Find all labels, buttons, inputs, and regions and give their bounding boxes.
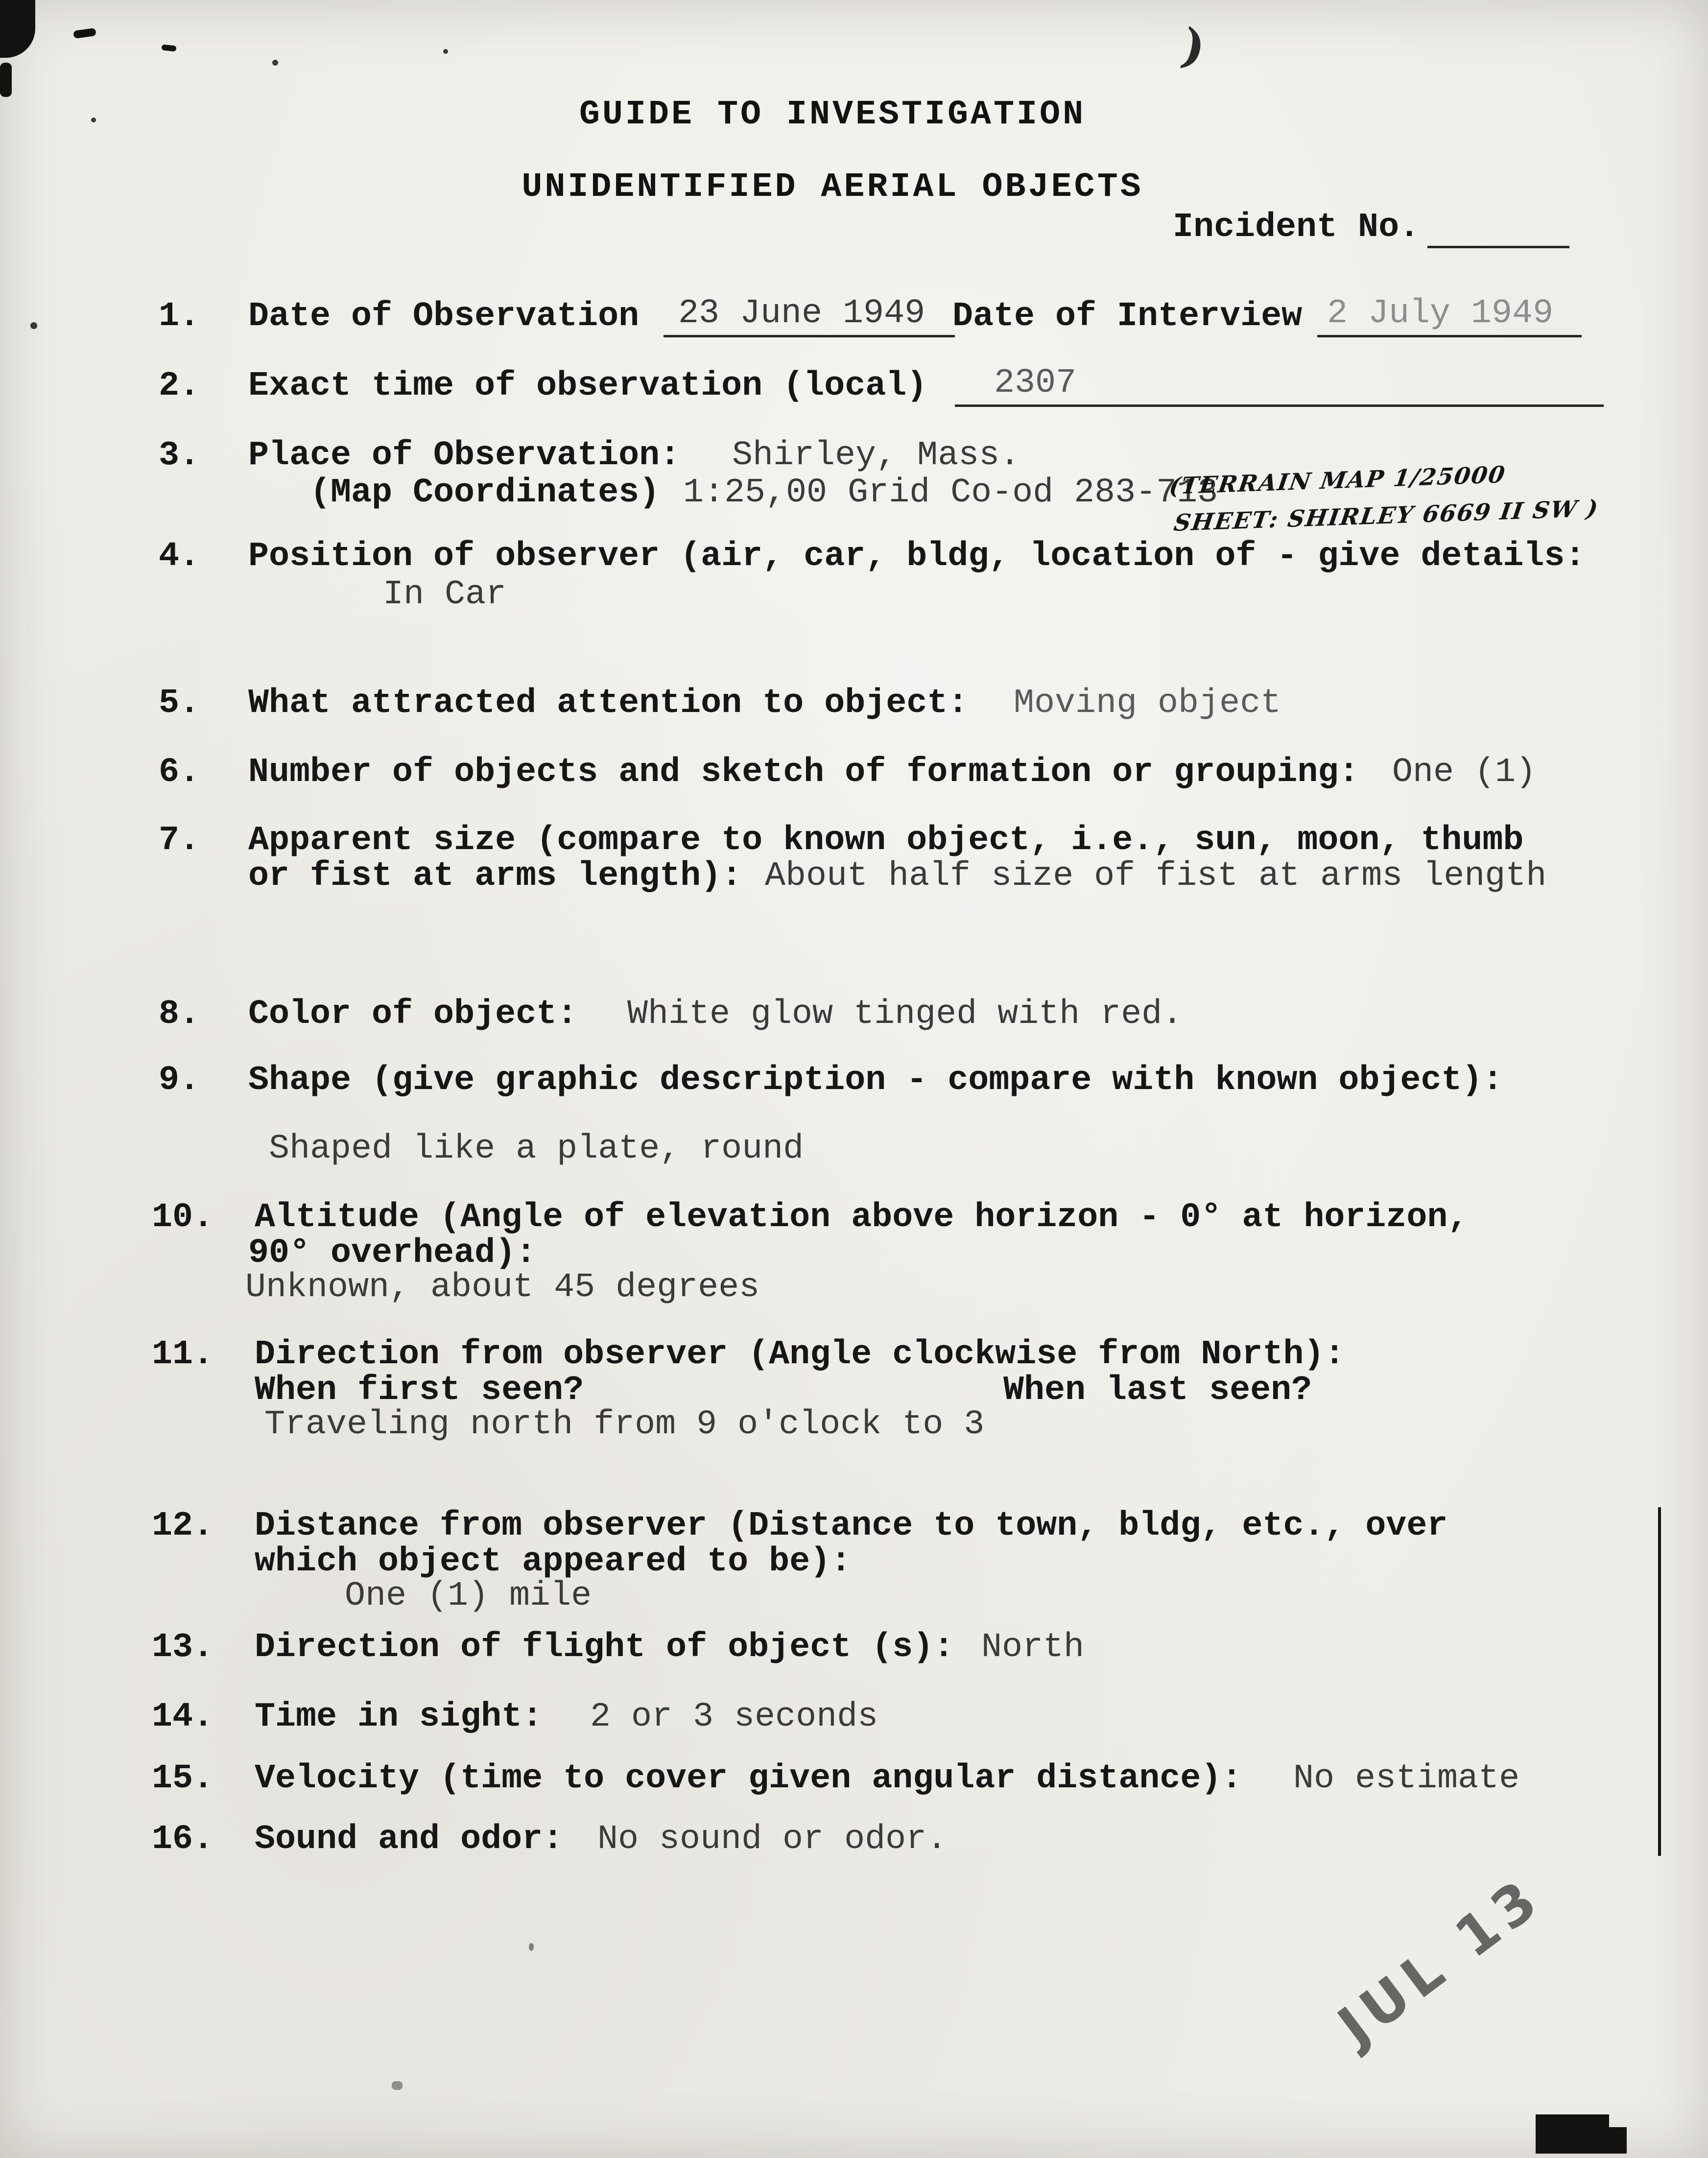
q15-label: Velocity (time to cover given angular distance): [255, 1759, 1242, 1798]
q8-number: 8. [159, 995, 200, 1034]
q14-value: 2 or 3 seconds [590, 1698, 878, 1736]
q1-label: Date of Observation [248, 297, 640, 336]
scan-artifact [0, 63, 12, 97]
q9-number: 9. [159, 1061, 200, 1100]
q1-label-interview: Date of Interview [952, 297, 1303, 336]
q3-place-value: Shirley, Mass. [732, 436, 1020, 475]
q3-handwritten-note-line2: SHEET: SHIRLEY 6669 II SW ) [1172, 495, 1601, 537]
q7-label-line1: Apparent size (compare to known object, i.e., sun, moon, thumb [248, 821, 1524, 860]
q2-label: Exact time of observation (local) [248, 367, 927, 405]
q11-label: Direction from observer (Angle clockwise from North): [255, 1335, 1345, 1374]
q12-number: 12. [152, 1507, 214, 1545]
pen-mark: ) [1177, 17, 1210, 76]
scan-artifact [1597, 2127, 1627, 2154]
q10-number: 10. [152, 1198, 214, 1237]
q5-number: 5. [159, 684, 200, 723]
scan-speck [443, 49, 448, 54]
q5-label: What attracted attention to object: [248, 684, 969, 723]
incident-no-field [1427, 208, 1569, 248]
q14-label: Time in sight: [255, 1698, 543, 1736]
q15-number: 15. [152, 1759, 214, 1798]
q1-date-observation-field: 23 June 1949 [664, 297, 955, 337]
q3-handwritten-note-line1: (TERRAIN MAP 1/25000 [1167, 461, 1508, 500]
scan-artifact-fold-line [1658, 1507, 1661, 1856]
scan-artifact [73, 28, 96, 39]
q2-time-field: 2307 [955, 366, 1604, 407]
scan-speck [392, 2081, 403, 2090]
q4-value: In Car [383, 575, 507, 614]
q1-date-interview-field: 2 July 1949 [1317, 297, 1582, 337]
q1-number: 1. [159, 297, 200, 336]
q7-value: About half size of fist at arms length [765, 857, 1547, 896]
q10-label-line1: Altitude (Angle of elevation above horizon - 0° at horizon, [255, 1198, 1469, 1237]
scan-speck [30, 322, 37, 329]
q12-label-line1: Distance from observer (Distance to town, bldg, etc., over [255, 1507, 1448, 1545]
q6-value: One (1) [1392, 753, 1537, 792]
incident-no-label: Incident No. [1173, 208, 1420, 247]
q3-label: Place of Observation: [248, 436, 681, 475]
q15-value: No estimate [1293, 1759, 1520, 1798]
scan-artifact-corner [0, 0, 35, 58]
page-subtitle: UNIDENTIFIED AERIAL OBJECTS [522, 168, 1143, 207]
q14-number: 14. [152, 1698, 214, 1736]
q2-number: 2. [159, 367, 200, 405]
q3-map-coordinates-label: (Map Coordinates) [310, 474, 660, 512]
q10-label-line2: 90° overhead): [248, 1234, 537, 1273]
q13-number: 13. [152, 1628, 214, 1667]
q8-value: White glow tinged with red. [627, 995, 1183, 1034]
scan-speck [272, 60, 278, 66]
q11-number: 11. [152, 1335, 214, 1374]
q9-label: Shape (give graphic description - compare with known object): [248, 1061, 1503, 1100]
date-stamp: JUL 13 [1327, 1865, 1554, 2059]
q4-number: 4. [159, 537, 200, 576]
q3-map-coordinates-value: 1:25,00 Grid Co-od 283-713 [683, 474, 1218, 512]
q7-label-line2: or fist at arms length): [248, 857, 742, 896]
q13-label: Direction of flight of object (s): [255, 1628, 954, 1667]
q11-value: Traveling north from 9 o'clock to 3 [264, 1405, 985, 1444]
q11-when-first-seen: When first seen? [255, 1371, 584, 1410]
q16-label: Sound and odor: [255, 1820, 564, 1859]
q4-label: Position of observer (air, car, bldg, location of - give details: [248, 537, 1586, 576]
page-title: GUIDE TO INVESTIGATION [579, 95, 1086, 134]
q13-value: North [981, 1628, 1085, 1667]
q3-number: 3. [159, 436, 200, 475]
q6-number: 6. [159, 753, 200, 792]
q11-when-last-seen: When last seen? [1003, 1371, 1312, 1410]
q12-label-line2: which object appeared to be): [255, 1542, 852, 1581]
q7-number: 7. [159, 821, 200, 860]
q12-value: One (1) mile [345, 1577, 592, 1615]
scan-artifact [161, 44, 176, 51]
q16-number: 16. [152, 1820, 214, 1859]
q10-value: Unknown, about 45 degrees [245, 1268, 760, 1307]
scan-speck [529, 1943, 534, 1951]
q8-label: Color of object: [248, 995, 578, 1034]
q6-label: Number of objects and sketch of formation or grouping: [248, 753, 1359, 792]
q9-value: Shaped like a plate, round [269, 1130, 804, 1168]
q5-value: Moving object [1014, 684, 1281, 723]
q16-value: No sound or odor. [597, 1820, 948, 1859]
